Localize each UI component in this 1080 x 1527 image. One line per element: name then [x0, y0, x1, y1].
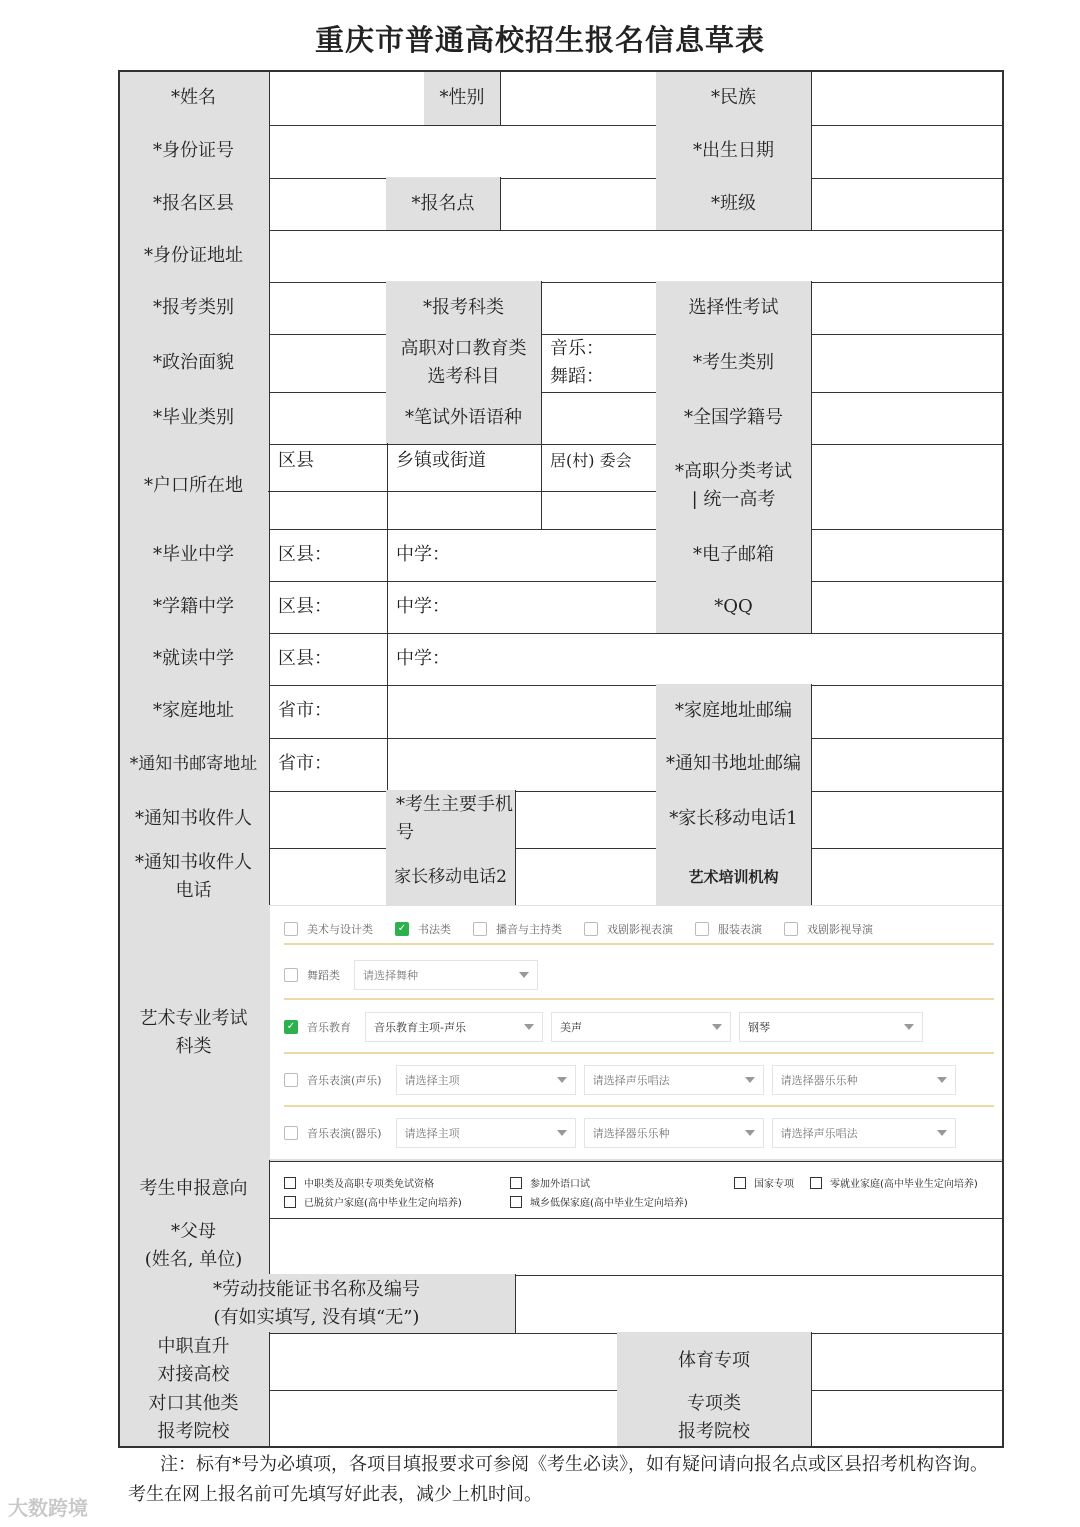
- household-town-label: 乡镇或街道: [386, 443, 542, 492]
- label-other-vocational: 对口其他类 报考院校: [118, 1389, 270, 1448]
- checkbox-icon[interactable]: [784, 922, 798, 936]
- input-email[interactable]: [810, 528, 1004, 582]
- input-home-address[interactable]: [386, 684, 658, 739]
- label-parent-phone1: *家长移动电话1: [656, 790, 812, 849]
- checkbox-icon[interactable]: [473, 922, 487, 936]
- checkbox-icon[interactable]: [284, 1177, 296, 1189]
- separator-line: [284, 1052, 994, 1054]
- input-other-vocational[interactable]: [268, 1389, 619, 1448]
- home-address-province[interactable]: 省市：: [268, 684, 388, 739]
- chevron-down-icon: [557, 1077, 567, 1083]
- input-labor-cert[interactable]: [514, 1274, 1004, 1334]
- label-elective-exam: 选择性考试: [656, 281, 812, 335]
- option-label: 零就业家庭(高中毕业生定向培养): [830, 1179, 978, 1190]
- intent-option-national[interactable]: [734, 1175, 794, 1190]
- chevron-down-icon: [745, 1077, 755, 1083]
- chevron-down-icon: [524, 1024, 534, 1030]
- label-sports: 体育专项: [617, 1332, 812, 1391]
- input-class[interactable]: [810, 177, 1004, 231]
- input-special-category[interactable]: [810, 1389, 1004, 1448]
- label-political-status: *政治面貌: [118, 333, 270, 393]
- input-sports[interactable]: [810, 1332, 1004, 1391]
- option-label: 音乐表演(器乐): [307, 1127, 382, 1140]
- label-foreign-language: *笔试外语语种: [386, 391, 542, 445]
- registry-school-county[interactable]: 区县：: [268, 580, 388, 634]
- separator-line: [284, 943, 994, 945]
- input-music-dance[interactable]: 音乐： 舞蹈：: [540, 333, 658, 393]
- music-edu-instrument-select[interactable]: [739, 1012, 923, 1042]
- household-county-label: 区县: [268, 443, 388, 492]
- label-secondary-vocational: 中职直升 对接高校: [118, 1332, 270, 1391]
- input-parent-phone2[interactable]: [514, 847, 658, 907]
- chevron-down-icon: [745, 1130, 755, 1136]
- intent-option-exempt[interactable]: [284, 1175, 434, 1190]
- option-label: 音乐教育: [307, 1021, 351, 1034]
- input-parents[interactable]: [268, 1217, 1004, 1276]
- option-label: 音乐表演(声乐): [307, 1074, 382, 1087]
- checkbox-icon[interactable]: [510, 1196, 522, 1208]
- input-home-postcode[interactable]: [810, 684, 1004, 739]
- label-household: *户口所在地: [118, 443, 270, 530]
- label-labor-cert: *劳动技能证书名称及编号 (有如实填写, 没有填“无”): [118, 1274, 516, 1334]
- option-label: 舞蹈类: [307, 969, 340, 982]
- chevron-down-icon: [937, 1130, 947, 1136]
- label-id-number: *身份证号: [118, 124, 270, 179]
- label-home-address: *家庭地址: [118, 684, 270, 739]
- current-school-county[interactable]: 区县：: [268, 632, 388, 686]
- music-vocal-instrument-select[interactable]: [772, 1065, 956, 1095]
- intent-option-low-income[interactable]: [510, 1194, 688, 1209]
- music-inst-type-select[interactable]: [584, 1118, 764, 1148]
- label-id-address: *身份证地址: [118, 229, 270, 283]
- music-inst-main-select[interactable]: [396, 1118, 576, 1148]
- art-row-dance: [284, 958, 994, 992]
- intent-option-zero-employment[interactable]: [810, 1175, 978, 1190]
- select-value: 请选择声乐唱法: [780, 1127, 858, 1140]
- label-notice-postcode: *通知书地址邮编: [656, 737, 812, 792]
- music-edu-vocal-select[interactable]: [551, 1012, 731, 1042]
- label-birth-date: *出生日期: [656, 124, 812, 179]
- label-art-subject: 艺术专业考试科类: [118, 905, 270, 1162]
- art-row-music-instrument: [284, 1116, 994, 1150]
- form-title: 重庆市普通高校招生报名信息草表: [314, 23, 765, 57]
- checkbox-checked-icon[interactable]: ✓: [284, 1020, 298, 1034]
- checkbox-icon[interactable]: [810, 1177, 822, 1189]
- option-label: 中职类及高职专项类免试资格: [304, 1179, 434, 1190]
- option-label: 已脱贫户家庭(高中毕业生定向培养): [304, 1198, 462, 1209]
- checkbox-icon[interactable]: [284, 922, 298, 936]
- registry-school-name[interactable]: 中学：: [386, 580, 658, 634]
- checkbox-checked-icon[interactable]: ✓: [395, 922, 409, 936]
- label-name: *姓名: [118, 70, 270, 126]
- input-elective-exam[interactable]: [810, 281, 1004, 335]
- chevron-down-icon: [557, 1130, 567, 1136]
- input-household-village[interactable]: [540, 490, 658, 530]
- input-household-county[interactable]: [268, 490, 388, 530]
- option-label: 城乡低保家庭(高中毕业生定向培养): [530, 1198, 688, 1209]
- label-vocational-exam: *高职分类考试 | 统一高考: [656, 443, 812, 530]
- input-id-address[interactable]: [268, 229, 1004, 283]
- select-value: 请选择主项: [404, 1074, 460, 1087]
- input-gender[interactable]: [499, 70, 658, 126]
- input-household-town[interactable]: [386, 490, 542, 530]
- select-value: 美声: [560, 1021, 582, 1034]
- label-student-id: *全国学籍号: [656, 391, 812, 445]
- art-option-broadcasting[interactable]: [473, 921, 562, 937]
- label-parents: *父母 (姓名, 单位): [118, 1217, 270, 1276]
- input-student-id[interactable]: [810, 391, 1004, 445]
- music-edu-main-select[interactable]: [365, 1012, 543, 1042]
- input-art-org[interactable]: [810, 847, 1004, 907]
- label-parent-phone2: 家长移动电话2: [386, 847, 516, 907]
- separator-line: [284, 998, 994, 1000]
- option-label: 戏剧影视表演: [607, 923, 673, 936]
- label-email: *电子邮箱: [656, 528, 812, 582]
- option-label: 美术与设计类: [307, 923, 373, 936]
- label-district: *报名区县: [118, 177, 270, 231]
- input-ethnicity[interactable]: [810, 70, 1004, 126]
- chevron-down-icon: [712, 1024, 722, 1030]
- label-current-school: *就读中学: [118, 632, 270, 686]
- select-value: 请选择器乐乐种: [780, 1074, 858, 1087]
- checkbox-icon[interactable]: [510, 1177, 522, 1189]
- label-candidate-type: *考生类别: [656, 333, 812, 393]
- art-subject-panel: [270, 906, 1002, 1159]
- music-vocal-method-select[interactable]: [584, 1065, 764, 1095]
- intent-option-oral-exam[interactable]: [510, 1175, 590, 1190]
- label-special-category: 专项类 报考院校: [617, 1389, 812, 1448]
- input-graduation-type[interactable]: [268, 391, 388, 445]
- input-qq[interactable]: [810, 580, 1004, 634]
- art-option-drama-directing[interactable]: [784, 921, 873, 937]
- checkbox-icon[interactable]: [284, 968, 298, 982]
- option-label: 戏剧影视导演: [807, 923, 873, 936]
- label-qq: *QQ: [656, 580, 812, 634]
- label-subject-category: *报考科类: [386, 281, 542, 335]
- footer-note: 注：标有*号为必填项，各项目填报要求可参阅《考生必读》，如有疑问请向报名点或区县招考机构咨询。考生在网上报名前可先填写好此表，减少上机时间。: [128, 1454, 988, 1505]
- option-label: 参加外语口试: [530, 1179, 590, 1190]
- checkbox-icon[interactable]: [584, 922, 598, 936]
- label-class: *班级: [656, 177, 812, 231]
- input-candidate-type[interactable]: [810, 333, 1004, 393]
- input-id-number[interactable]: [268, 124, 658, 179]
- input-birth-date[interactable]: [810, 124, 1004, 179]
- chevron-down-icon: [519, 972, 529, 978]
- label-art-org: 艺术培训机构: [656, 847, 812, 907]
- grad-school-name[interactable]: 中学：: [386, 528, 658, 582]
- checkbox-icon[interactable]: [284, 1196, 296, 1208]
- art-option-fashion[interactable]: [695, 921, 762, 937]
- chevron-down-icon: [904, 1024, 914, 1030]
- notice-address-province[interactable]: 省市：: [268, 737, 388, 792]
- input-district[interactable]: [268, 177, 388, 231]
- current-school-name[interactable]: 中学：: [386, 632, 1004, 686]
- option-label: 服装表演: [718, 923, 762, 936]
- input-exam-category[interactable]: [268, 281, 388, 335]
- label-graduation-type: *毕业类别: [118, 391, 270, 445]
- label-vocational-subject: 高职对口教育类选考科目: [386, 333, 542, 393]
- label-registry-school: *学籍中学: [118, 580, 270, 634]
- label-candidate-phone: *考生主要手机号: [386, 790, 516, 849]
- select-value: 音乐教育主项-声乐: [374, 1021, 466, 1034]
- input-parent-phone1[interactable]: [810, 790, 1004, 849]
- label-notice-recipient: *通知书收件人: [118, 790, 270, 849]
- art-option-dance[interactable]: [284, 967, 340, 983]
- input-reg-point[interactable]: [499, 177, 658, 231]
- label-gender: *性别: [424, 70, 501, 126]
- input-notice-postcode[interactable]: [810, 737, 1004, 792]
- checkbox-icon[interactable]: [284, 1073, 298, 1087]
- input-candidate-phone[interactable]: [514, 790, 658, 849]
- option-label: 国家专项: [754, 1179, 794, 1190]
- label-exam-category: *报考类别: [118, 281, 270, 335]
- select-value: 请选择声乐唱法: [592, 1074, 670, 1087]
- intent-panel: [278, 1168, 998, 1212]
- art-row-music-edu: [284, 1010, 994, 1044]
- input-name[interactable]: [268, 70, 426, 126]
- select-value: 请选择主项: [404, 1127, 460, 1140]
- input-notice-recipient[interactable]: [268, 790, 388, 849]
- input-vocational-exam[interactable]: [810, 443, 1004, 530]
- option-label: 播音与主持类: [496, 923, 562, 936]
- art-option-music-instrument[interactable]: [284, 1125, 382, 1141]
- label-intent: 考生申报意向: [118, 1160, 270, 1219]
- label-notice-address: *通知书邮寄地址: [118, 737, 270, 792]
- art-row-general: [284, 918, 994, 940]
- checkbox-icon[interactable]: [734, 1177, 746, 1189]
- watermark: 大数跨境: [8, 1496, 88, 1520]
- input-secondary-vocational[interactable]: [268, 1332, 619, 1391]
- input-recipient-phone[interactable]: [268, 847, 388, 907]
- input-notice-address[interactable]: [386, 737, 658, 792]
- label-reg-point: *报名点: [386, 177, 501, 231]
- checkbox-icon[interactable]: [284, 1126, 298, 1140]
- art-option-fine-arts[interactable]: [284, 921, 373, 937]
- art-option-calligraphy[interactable]: [395, 921, 451, 937]
- label-recipient-phone: *通知书收件人电话: [118, 847, 270, 907]
- art-option-music-vocal[interactable]: [284, 1072, 382, 1088]
- label-ethnicity: *民族: [656, 70, 812, 126]
- input-foreign-language[interactable]: [540, 391, 658, 445]
- select-value: 请选择舞种: [363, 969, 418, 982]
- select-value: 请选择器乐乐种: [592, 1127, 670, 1140]
- art-option-drama-acting[interactable]: [584, 921, 673, 937]
- art-row-music-vocal: [284, 1063, 994, 1097]
- music-inst-vocal-select[interactable]: [772, 1118, 956, 1148]
- household-village-label: 居(村) 委会: [540, 443, 658, 492]
- input-political-status[interactable]: [268, 333, 388, 393]
- option-label: 书法类: [418, 923, 451, 936]
- chevron-down-icon: [937, 1077, 947, 1083]
- select-value: 钢琴: [748, 1021, 770, 1034]
- separator-line: [284, 1105, 994, 1107]
- label-grad-school: *毕业中学: [118, 528, 270, 582]
- intent-option-poverty-relief[interactable]: [284, 1194, 462, 1209]
- dance-select[interactable]: [354, 960, 538, 990]
- music-vocal-main-select[interactable]: [396, 1065, 576, 1095]
- art-option-music-edu[interactable]: [284, 1019, 351, 1035]
- label-home-postcode: *家庭地址邮编: [656, 684, 812, 739]
- input-subject-category[interactable]: [540, 281, 658, 335]
- grad-school-county[interactable]: 区县：: [268, 528, 388, 582]
- checkbox-icon[interactable]: [695, 922, 709, 936]
